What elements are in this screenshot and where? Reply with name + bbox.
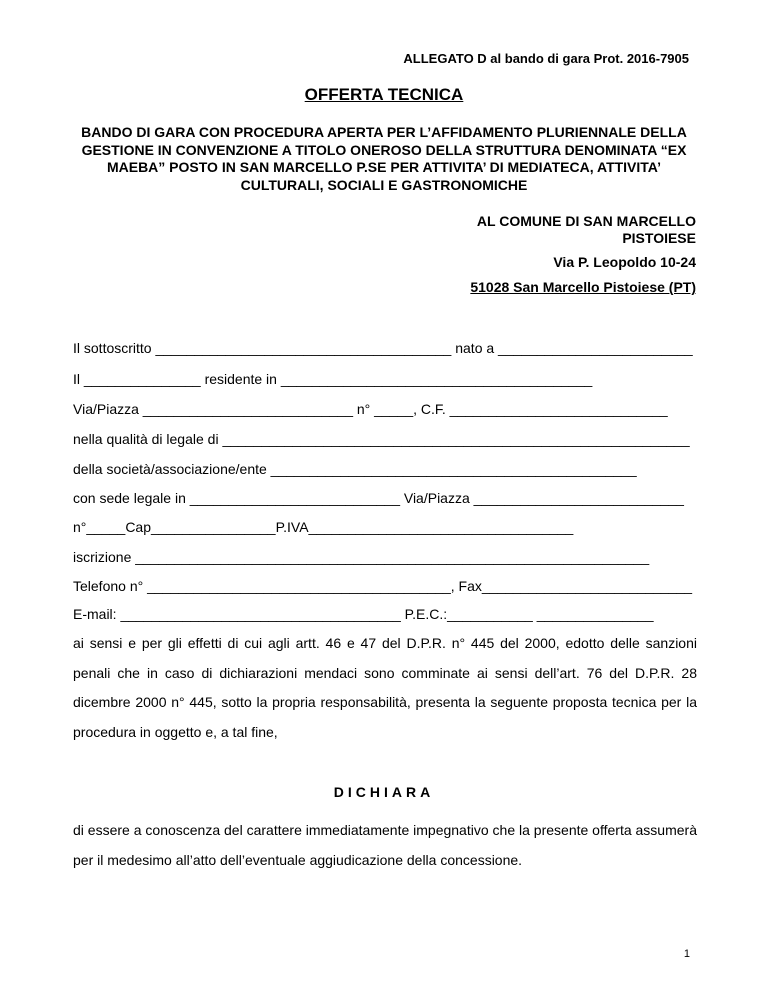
field-iscrizione[interactable]: iscrizione __________________________________________________________________ [73,549,650,565]
recipient-line-2: PISTOIESE [622,230,696,246]
field-telefono-fax[interactable]: Telefono n° _______________________________________, Fax___________________________ [73,578,693,594]
recipient-street: Via P. Leopoldo 10-24 [553,254,696,270]
document-title: OFFERTA TECNICA [304,85,464,104]
page-number: 1 [683,948,690,960]
tender-subject: BANDO DI GARA CON PROCEDURA APERTA PER L’AFFIDAMENTO PLURIENNALE DELLA GESTIONE IN CONVENZIONE A TITOLO ONEROSO DELLA STRUTTURA DENOMINATA “EX MAEBA” POSTO IN SAN MARCELLO P.SE PER ATTIVITA’ DI MEDIATECA, ATTIVITA’ CULTURALI, SOCIALI E GASTRONOMICHE [81,124,687,193]
field-sottoscritto[interactable]: Il sottoscritto ______________________________________ nato a _________________________ [73,340,693,356]
dichiara-heading: DICHIARA [333,784,435,800]
field-sede-legale[interactable]: con sede legale in ___________________________ Via/Piazza ___________________________ [73,490,684,506]
commitment-paragraph: di essere a conoscenza del carattere immediatamente impegnativo che la presente offerta assumerà per il medesimo all’atto dell’eventuale aggiudicazione della concessione. [73,822,697,868]
field-residente[interactable]: Il _______________ residente in ________________________________________ [73,371,593,387]
field-email-pec[interactable]: E-mail: ____________________________________ P.E.C.:___________ _______________ [73,606,654,622]
recipient-line-1: AL COMUNE DI SAN MARCELLO [476,213,696,229]
declaration-paragraph: ai sensi e per gli effetti di cui agli artt. 46 e 47 del D.P.R. n° 445 del 2000, edotto delle sanzioni penali che in caso di dichiarazioni mendaci sono comminate ai sensi dell’art. 76 del D.P.R. 28 dicembre 2000 n° 445, sotto la propria responsabilità, presenta la seguente proposta tecnica per la procedura in oggetto e, a tal fine, [73,635,697,740]
field-cap-piva[interactable]: n°_____Cap________________P.IVA__________________________________ [73,519,574,535]
field-societa[interactable]: della società/associazione/ente _______________________________________________ [73,461,637,477]
allegato-reference: ALLEGATO D al bando di gara Prot. 2016-7905 [403,51,689,66]
field-legale[interactable]: nella qualità di legale di ____________________________________________________________ [73,431,690,447]
field-indirizzo[interactable]: Via/Piazza ___________________________ n° _____, C.F. ____________________________ [73,401,668,417]
recipient-city: 51028 San Marcello Pistoiese (PT) [470,279,696,295]
